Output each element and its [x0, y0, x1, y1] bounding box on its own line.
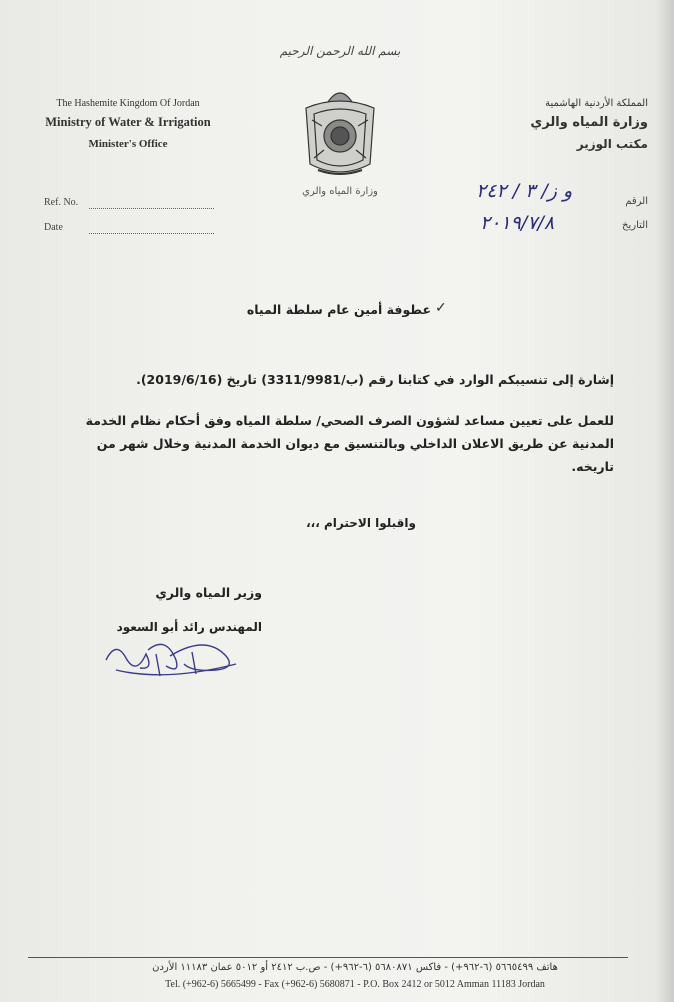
ref-label-en: Ref. No.: [44, 197, 79, 208]
office-name-en: Minister's Office: [88, 138, 168, 150]
kingdom-name-en: The Hashemite Kingdom Of Jordan: [56, 98, 200, 109]
arabic-letterhead: [448, 98, 648, 151]
signer-title: وزير المياه والري: [155, 585, 262, 600]
bismillah: بسم الله الرحمن الرحيم: [279, 44, 401, 58]
paragraph-reference: إشارة إلى تنسيبكم الوارد في كتابنا رقم (ب/3311/9981) تاريخ (2019/6/16).: [136, 372, 614, 387]
english-letterhead: [28, 98, 228, 150]
paragraph-instruction: للعمل على تعيين مساعد لشؤون الصرف الصحي/ سلطة المياه وفق أحكام نظام الخدمة المدنية عن طريق الاعلان الداخلي وبالتنسيق مع ديوان الخدمة المدنية وخلال شهر من تاريخه.: [85, 413, 614, 474]
office-name-ar: مكتب الوزير: [576, 137, 648, 151]
date-label-ar: التاريخ: [622, 220, 648, 231]
ministry-name-en: Ministry of Water & Irrigation: [45, 115, 211, 129]
handwritten-ref-number: و ز/ ٣ / ٢٤٢: [476, 180, 573, 202]
ministry-name-ar: وزارة المياه والري: [530, 115, 648, 130]
handwritten-signature: [96, 630, 246, 690]
date-label-en: Date: [44, 222, 63, 233]
handwritten-date: ٢٠١٩/٧/٨: [480, 212, 555, 234]
recipient: عطوفة أمين عام سلطة المياه: [246, 302, 431, 317]
check-mark-icon: ✓: [435, 300, 447, 316]
footer-divider: [28, 957, 628, 958]
footer-contact-en: Tel. (+962-6) 5665499 - Fax (+962-6) 5680871 - P.O. Box 2412 or 5012 Amman 11183 Jordan: [165, 979, 545, 990]
kingdom-name-ar: المملكة الأردنية الهاشمية: [545, 98, 648, 109]
royal-emblem-icon: [298, 80, 382, 184]
emblem-caption: وزارة المياه والري: [302, 186, 378, 197]
signer-name: المهندس رائد أبو السعود: [116, 620, 262, 634]
footer-contact-ar: هاتف ٥٦٦٥٤٩٩ (٦-٩٦٢+) - فاكس ٥٦٨٠٨٧١ (٦-٩٦٢+) - ص.ب ٢٤١٢ أو ٥٠١٢ عمان ١١١٨٣ الأردن: [152, 962, 558, 973]
paper-edge-shadow: [656, 0, 674, 1002]
ref-label-ar: الرقم: [625, 196, 648, 207]
closing-salutation: واقبلوا الاحترام ،،،: [306, 516, 416, 530]
ref-field-en: [44, 197, 78, 208]
date-field-en: [44, 222, 63, 233]
